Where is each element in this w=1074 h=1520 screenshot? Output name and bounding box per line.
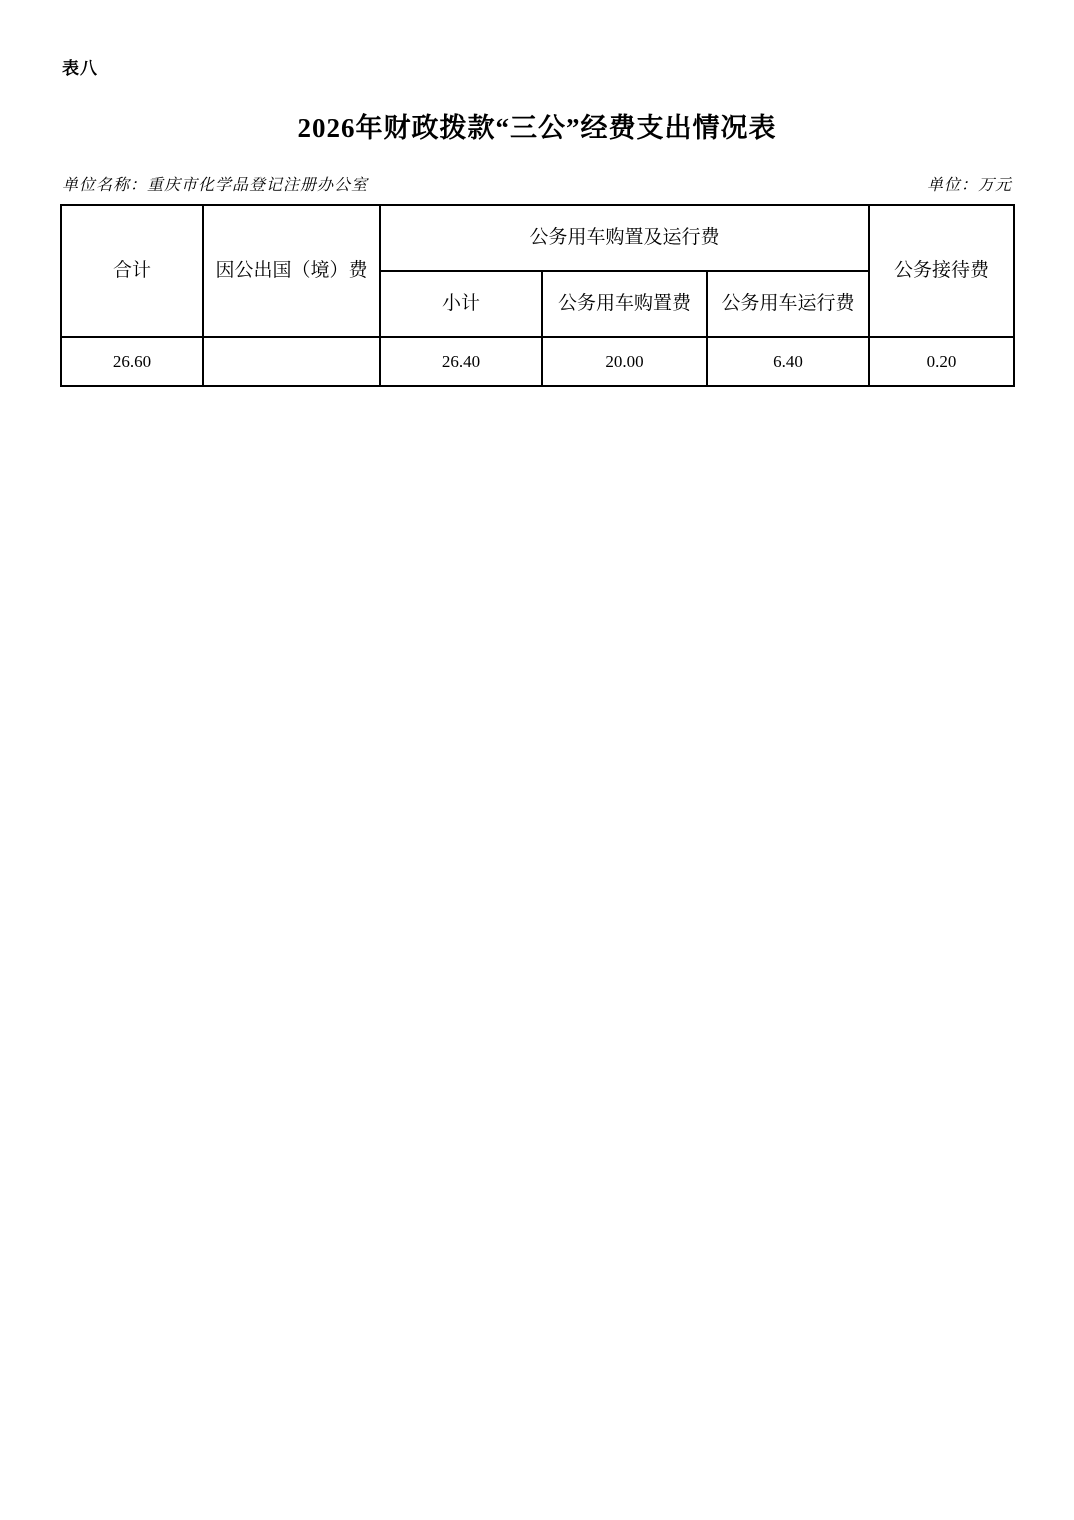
value-vehicle-purchase: 20.00 — [542, 337, 707, 386]
header-vehicle-purchase: 公务用车购置费 — [542, 271, 707, 337]
value-abroad-fee — [203, 337, 380, 386]
header-reception-fee: 公务接待费 — [869, 205, 1014, 337]
page-title: 2026年财政拨款“三公”经费支出情况表 — [297, 113, 777, 143]
unit-name-label: 单位名称：重庆市化学品登记注册办公室 — [62, 177, 369, 194]
header-vehicle-subtotal: 小计 — [380, 271, 542, 337]
value-vehicle-operation: 6.40 — [707, 337, 869, 386]
value-total: 26.60 — [61, 337, 203, 386]
value-vehicle-subtotal: 26.40 — [380, 337, 542, 386]
unit-measure-label: 单位：万元 — [926, 177, 1012, 194]
table-meta-row — [62, 172, 1012, 195]
value-reception-fee: 0.20 — [869, 337, 1014, 386]
three-public-expense-table — [60, 204, 1015, 387]
header-total: 合计 — [61, 205, 203, 337]
header-vehicle-operation: 公务用车运行费 — [707, 271, 869, 337]
header-abroad-fee: 因公出国（境）费 — [203, 205, 380, 337]
table-number-label: 表八 — [62, 59, 98, 78]
table-row — [61, 337, 1014, 386]
header-vehicle-group: 公务用车购置及运行费 — [380, 205, 869, 271]
